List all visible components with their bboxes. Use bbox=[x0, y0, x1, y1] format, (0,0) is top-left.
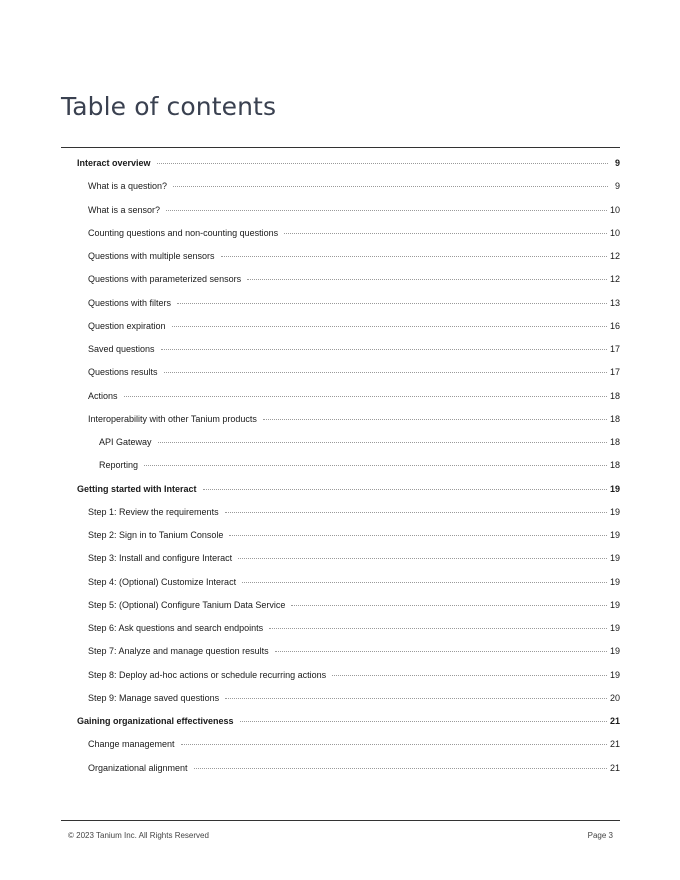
toc-entry-label: API Gateway bbox=[99, 437, 152, 447]
toc-entry-label: Getting started with Interact bbox=[77, 483, 197, 494]
toc-entry-page: 19 bbox=[609, 623, 620, 633]
toc-dot-leader bbox=[284, 233, 607, 234]
toc-entry-page: 12 bbox=[609, 274, 620, 285]
toc-entry-page: 19 bbox=[609, 483, 620, 494]
toc-entry[interactable] bbox=[61, 152, 620, 175]
toc-entry[interactable] bbox=[61, 757, 620, 780]
toc-entry[interactable] bbox=[61, 175, 620, 198]
toc-entry[interactable] bbox=[61, 640, 620, 663]
toc-entry[interactable] bbox=[61, 315, 620, 338]
toc-entry[interactable] bbox=[61, 454, 620, 477]
toc-entry-label: Step 1: Review the requirements bbox=[88, 506, 219, 517]
toc-entry-label: What is a question? bbox=[88, 181, 168, 192]
toc-entry-label: Questions with multiple sensors bbox=[88, 251, 215, 261]
footer-divider bbox=[61, 820, 620, 821]
toc-entry-label: Reporting bbox=[99, 460, 139, 471]
toc-entry[interactable] bbox=[61, 664, 620, 687]
page-title: Table of contents bbox=[61, 92, 277, 121]
toc-dot-leader bbox=[275, 651, 607, 652]
toc-entry-page: 19 bbox=[609, 506, 620, 517]
toc-entry[interactable] bbox=[61, 408, 620, 431]
toc-entry-label: Change management bbox=[88, 739, 175, 750]
toc-entry[interactable] bbox=[61, 268, 620, 291]
toc-entry-label: Counting questions and non-counting questions bbox=[88, 227, 279, 238]
toc-entry-page: 19 bbox=[609, 576, 620, 587]
toc-entry-label: Question expiration bbox=[88, 320, 166, 331]
toc-entry-page: 17 bbox=[609, 367, 620, 378]
toc-entry-page: 10 bbox=[609, 204, 620, 215]
toc-dot-leader bbox=[229, 535, 607, 536]
toc-entry-page: 18 bbox=[609, 460, 620, 471]
toc-entry[interactable] bbox=[61, 385, 620, 408]
toc-entry[interactable] bbox=[61, 524, 620, 547]
toc-entry[interactable] bbox=[61, 338, 620, 361]
top-divider bbox=[61, 147, 620, 148]
toc-dot-leader bbox=[177, 303, 607, 304]
toc-entry-page: 19 bbox=[609, 530, 620, 540]
toc-entry-page: 18 bbox=[609, 390, 620, 401]
toc-entry-page: 17 bbox=[609, 344, 620, 354]
toc-entry[interactable] bbox=[61, 617, 620, 640]
toc-dot-leader bbox=[225, 698, 607, 699]
toc-dot-leader bbox=[144, 465, 607, 466]
toc-entry-page: 21 bbox=[609, 716, 620, 726]
toc-entry-label: Gaining organizational effectiveness bbox=[77, 716, 234, 726]
toc-entry-label: Interoperability with other Tanium products bbox=[88, 413, 257, 424]
toc-entry-page: 18 bbox=[609, 413, 620, 424]
toc-entry[interactable] bbox=[61, 547, 620, 570]
toc-dot-leader bbox=[242, 582, 607, 583]
toc-entry[interactable] bbox=[61, 478, 620, 501]
toc-dot-leader bbox=[203, 489, 607, 490]
footer-page-number: Page 3 bbox=[587, 831, 613, 840]
toc-entry-label: Step 6: Ask questions and search endpoints bbox=[88, 623, 264, 633]
toc-entry-page: 18 bbox=[609, 437, 620, 447]
toc-entry-label: What is a sensor? bbox=[88, 204, 161, 215]
toc-dot-leader bbox=[247, 279, 607, 280]
toc-dot-leader bbox=[166, 210, 607, 211]
toc-entry[interactable] bbox=[61, 222, 620, 245]
toc-dot-leader bbox=[332, 675, 607, 676]
toc-entry-label: Organizational alignment bbox=[88, 762, 188, 773]
toc-entry-page: 21 bbox=[609, 762, 620, 773]
toc-entry[interactable] bbox=[61, 733, 620, 756]
toc-dot-leader bbox=[157, 163, 608, 164]
toc-dot-leader bbox=[269, 628, 607, 629]
toc-dot-leader bbox=[240, 721, 607, 722]
toc-dot-leader bbox=[221, 256, 607, 257]
toc-entry-page: 10 bbox=[609, 227, 620, 238]
toc-entry-label: Questions with filters bbox=[88, 297, 172, 308]
toc-dot-leader bbox=[225, 512, 607, 513]
toc-entry-label: Step 7: Analyze and manage question results bbox=[88, 646, 269, 657]
toc-entry[interactable] bbox=[61, 431, 620, 454]
toc-entry-page: 21 bbox=[609, 739, 620, 750]
toc-entry-label: Step 5: (Optional) Configure Tanium Data Service bbox=[88, 599, 286, 610]
toc-entry[interactable] bbox=[61, 501, 620, 524]
toc-entry-page: 19 bbox=[609, 669, 620, 680]
footer-copyright: © 2023 Tanium Inc. All Rights Reserved bbox=[68, 831, 209, 840]
toc-entry-label: Questions results bbox=[88, 367, 158, 378]
toc-entry[interactable] bbox=[61, 571, 620, 594]
toc-entry-label: Actions bbox=[88, 390, 118, 401]
toc-entry-page: 12 bbox=[609, 251, 620, 261]
toc-entry-page: 19 bbox=[609, 646, 620, 657]
toc-dot-leader bbox=[263, 419, 607, 420]
toc-entry-label: Step 8: Deploy ad-hoc actions or schedule recurring actions bbox=[88, 669, 327, 680]
toc-entry-label: Step 3: Install and configure Interact bbox=[88, 553, 233, 564]
toc-entry-label: Step 9: Manage saved questions bbox=[88, 692, 220, 703]
toc-entry[interactable] bbox=[61, 199, 620, 222]
toc-entry-label: Questions with parameterized sensors bbox=[88, 274, 242, 285]
toc-entry[interactable] bbox=[61, 292, 620, 315]
toc-entry-page: 19 bbox=[609, 599, 620, 610]
toc-entry-page: 16 bbox=[609, 320, 620, 331]
toc-dot-leader bbox=[124, 396, 607, 397]
toc-dot-leader bbox=[291, 605, 607, 606]
toc-entry[interactable] bbox=[61, 361, 620, 384]
toc-dot-leader bbox=[181, 744, 607, 745]
toc-dot-leader bbox=[194, 768, 607, 769]
toc-dot-leader bbox=[158, 442, 607, 443]
toc-dot-leader bbox=[238, 558, 607, 559]
toc-entry-label: Interact overview bbox=[77, 158, 151, 168]
toc-entry-page: 9 bbox=[614, 158, 620, 168]
toc-dot-leader bbox=[164, 372, 607, 373]
toc-entry-page: 19 bbox=[609, 553, 620, 564]
toc-entry-page: 13 bbox=[609, 297, 620, 308]
toc-entry-label: Step 2: Sign in to Tanium Console bbox=[88, 530, 224, 540]
toc-entry[interactable] bbox=[61, 710, 620, 733]
toc-entry-page: 20 bbox=[609, 692, 620, 703]
toc-entry[interactable] bbox=[61, 245, 620, 268]
toc-dot-leader bbox=[173, 186, 608, 187]
table-of-contents bbox=[61, 152, 620, 780]
toc-dot-leader bbox=[161, 349, 607, 350]
toc-entry-label: Step 4: (Optional) Customize Interact bbox=[88, 576, 237, 587]
toc-entry[interactable] bbox=[61, 687, 620, 710]
toc-entry[interactable] bbox=[61, 594, 620, 617]
toc-entry-label: Saved questions bbox=[88, 344, 155, 354]
toc-dot-leader bbox=[172, 326, 607, 327]
toc-entry-page: 9 bbox=[614, 181, 620, 192]
